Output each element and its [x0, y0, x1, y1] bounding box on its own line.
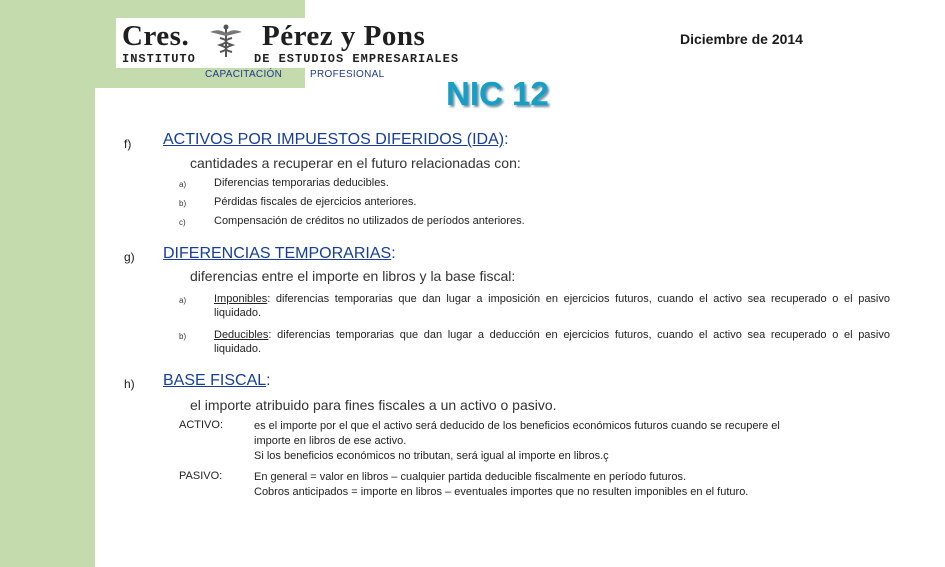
logo-name-left: Cres.: [122, 20, 190, 52]
section-f-heading-suffix: :: [504, 131, 509, 148]
section-f-item-b: Pérdidas fiscales de ejercicios anteriores.: [214, 196, 417, 208]
section-h-marker: h): [124, 377, 135, 391]
pasivo-line-2: Cobros anticipados = importe en libros – eventuales importes que no resulten imponibles en el futuro.: [254, 486, 749, 498]
section-g-item-b-text: : diferencias temporarias que dan lugar a deducción en ejercicios futuros, cuando el activo sea recuperado o el pasivo liquidado.: [214, 329, 890, 355]
section-f-description: cantidades a recuperar en el futuro relacionadas con:: [190, 155, 521, 171]
section-h-heading: [163, 372, 271, 390]
section-g-item-b-marker: b): [179, 332, 187, 341]
section-f-item-c-marker: c): [179, 218, 186, 227]
section-f-marker: f): [124, 137, 132, 151]
section-f-item-b-marker: b): [179, 199, 187, 208]
logo-name-right: Pérez y Pons: [262, 20, 426, 52]
section-g-item-b: [214, 328, 890, 356]
activo-label: ACTIVO:: [179, 419, 224, 431]
logo-subtitle-left: INSTITUTO: [122, 52, 196, 66]
section-g-heading-suffix: :: [391, 245, 396, 262]
logo-name-line: [122, 20, 426, 53]
section-f-item-a: Diferencias temporarias deducibles.: [214, 177, 389, 189]
activo-line-2: importe en libros de ese activo.: [254, 435, 407, 447]
logo-subtitle-right: DE ESTUDIOS EMPRESARIALES: [254, 52, 460, 66]
section-g-item-a: [214, 292, 890, 320]
section-h-heading-suffix: :: [266, 372, 271, 389]
section-f-item-c: Compensación de créditos no utilizados de períodos anteriores.: [214, 215, 525, 227]
section-f-item-a-marker: a): [179, 180, 187, 189]
section-g-item-a-marker: a): [179, 296, 187, 305]
section-g-item-b-term: Deducibles: [214, 329, 269, 341]
section-g-item-a-text: : diferencias temporarias que dan lugar a imposición en ejercicios futuros, cuando el activo sea recuperado o el pasivo liquidado.: [214, 293, 890, 319]
profesional-label: PROFESIONAL: [310, 69, 385, 80]
section-h-heading-text: BASE FISCAL: [163, 372, 267, 389]
activo-line-1: es el importe por el que el activo será deducido de los beneficios económicos futuros cuando se recupere el: [254, 420, 780, 432]
pasivo-label: PASIVO:: [179, 470, 223, 482]
section-g-description: diferencias entre el importe en libros y la base fiscal:: [190, 268, 516, 284]
logo-subtitle-line: [122, 52, 460, 66]
section-f-heading-text: ACTIVOS POR IMPUESTOS DIFERIDOS (IDA): [163, 131, 505, 148]
section-h-description: el importe atribuido para fines fiscales a un activo o pasivo.: [190, 397, 557, 413]
section-g-heading-text: DIFERENCIAS TEMPORARIAS: [163, 245, 392, 262]
section-g-heading: [163, 245, 396, 263]
section-g-marker: g): [124, 250, 135, 264]
page-title: NIC 12: [446, 75, 549, 112]
institute-logo: [116, 18, 463, 68]
activo-line-3: Si los beneficios económicos no tributan, será igual al importe en libros.ç: [254, 450, 609, 462]
pasivo-line-1: En general = valor en libros – cualquier partida deducible fiscalmente en período futuros.: [254, 471, 687, 483]
section-g-item-a-term: Imponibles: [214, 293, 268, 305]
caduceus-icon: [206, 24, 246, 58]
document-date: Diciembre de 2014: [680, 31, 803, 47]
section-f-heading: [163, 131, 509, 149]
capacitacion-label: CAPACITACIÓN: [205, 69, 283, 80]
